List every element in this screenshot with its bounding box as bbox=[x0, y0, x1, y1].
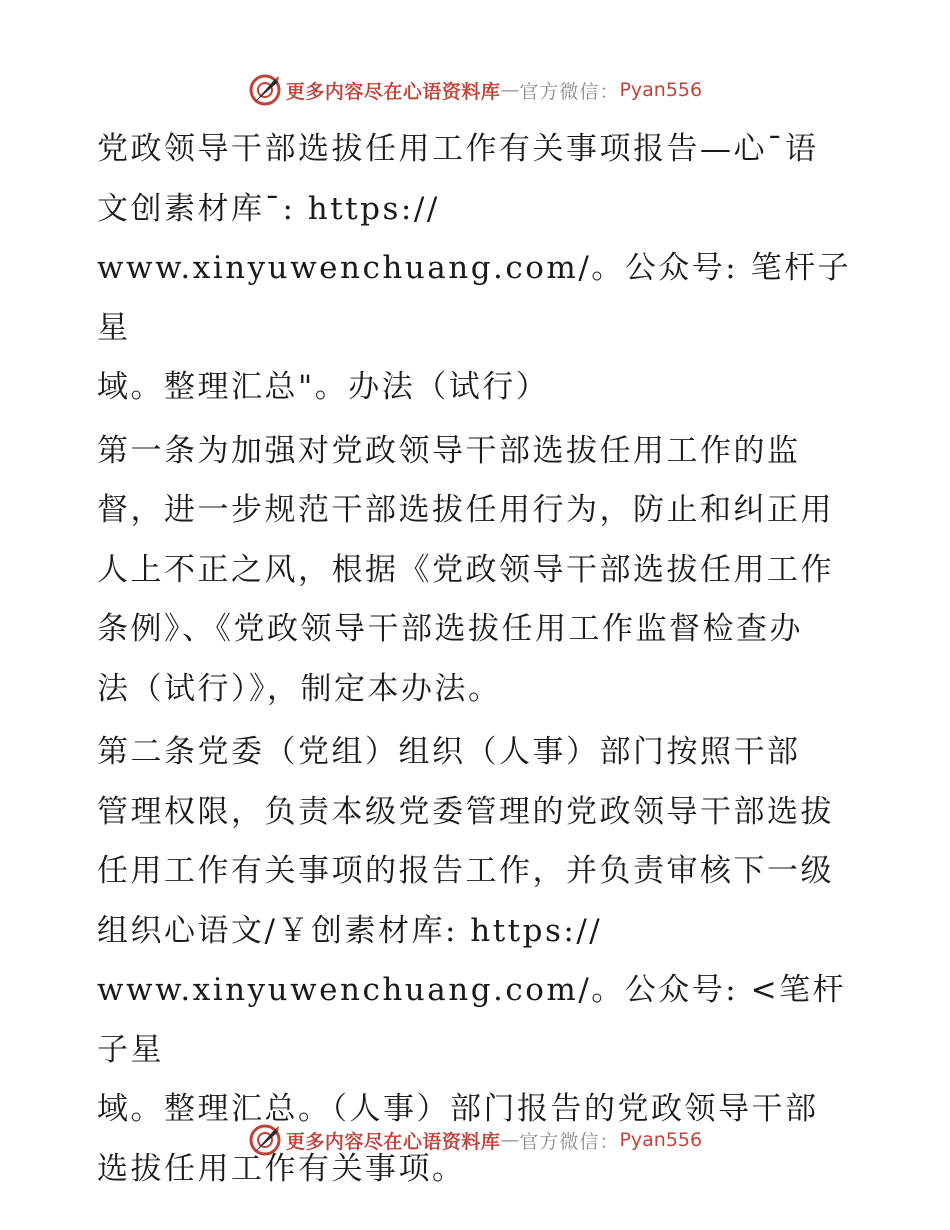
paragraph-title: 党政领导干部选拔任用工作有关事项报告—心¯语 文创素材库¯: https:// www.xinyuwenchuang.com/。公众号: 笔杆子星 域。整理汇总"。办法（试行） bbox=[97, 131, 852, 405]
banner-wechat-handle: Pyan556 bbox=[619, 79, 703, 101]
banner-official-label: 官方微信： bbox=[519, 1130, 620, 1153]
banner-official-label: 官方微信： bbox=[519, 80, 620, 103]
document-body bbox=[97, 120, 857, 1203]
footer-banner bbox=[0, 1118, 950, 1162]
header-banner bbox=[0, 68, 950, 112]
paragraph-article-1: 第一条为加强对党政领导干部选拔任用工作的监 督，进一步规范干部选拔任用行为，防止和纠正用 人上不正之风，根据《党政领导干部选拔任用工作 条例》、《党政领导干部选拔任用工作监督检查办 法（试行）》，制定本办法。 bbox=[97, 432, 834, 707]
quill-logo-icon bbox=[248, 1123, 282, 1157]
paragraph-article-2: 第二条党委（党组）组织（人事）部门按照干部 管理权限，负责本级党委管理的党政领导干部选拔 任用工作有关事项的报告工作，并负责审核下一级 组织心语文/￥创素材库: https:// www.xinyuwenchuang.com/。公众号: <笔杆子星 域。整理汇总。（人事）部门报告的党政领导干部 选拔任用工作有关事项。 bbox=[97, 734, 847, 1187]
banner-dash: — bbox=[500, 1129, 520, 1151]
quill-logo-icon bbox=[248, 73, 282, 107]
banner-dash: — bbox=[500, 79, 520, 101]
banner-lead-text: 更多内容尽在心语资料库 bbox=[285, 1130, 501, 1153]
banner-wechat-handle: Pyan556 bbox=[619, 1129, 703, 1151]
banner-lead-text: 更多内容尽在心语资料库 bbox=[285, 80, 501, 103]
